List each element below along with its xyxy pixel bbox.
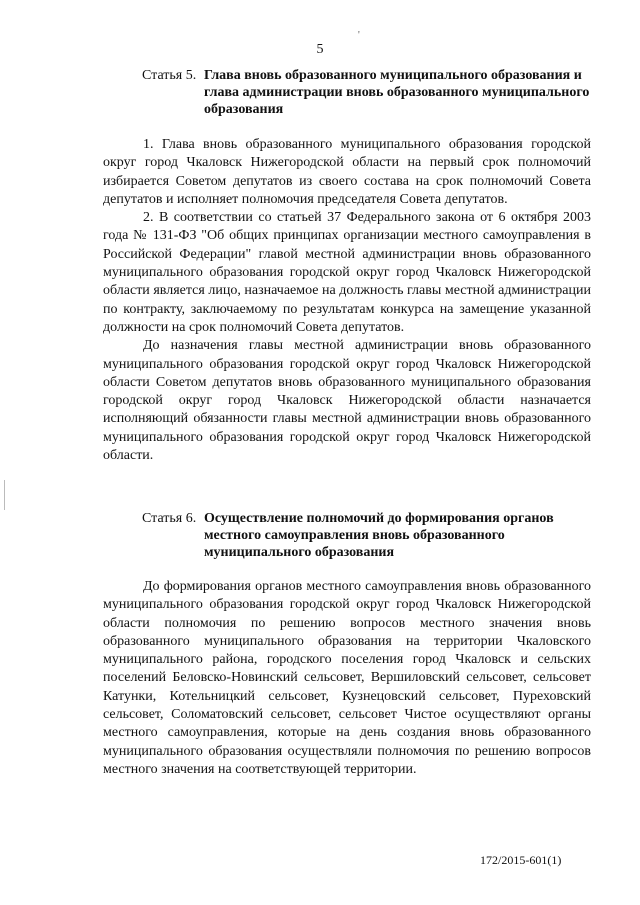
article-6-label: Статья 6. [142, 511, 197, 526]
article-5-body [103, 136, 591, 465]
article-6-body [103, 578, 591, 779]
article-6-title: Осуществление полномочий до формирования органов местного самоуправления вновь образованного муниципального образования [204, 511, 554, 560]
article-5-paragraph-1: 1. Глава вновь образованного муниципального образования городской округ город Чкаловск Нижегородской области на первый срок полномочий избирается Советом депутатов из своего состава на срок полномочий Совета депутатов и исполняет полномочия председателя Совета депутатов. [103, 137, 591, 207]
article-5-title: Глава вновь образованного муниципального образования и глава администрации вновь образованного муниципального образования [204, 68, 590, 117]
scan-edge-mark [4, 480, 5, 510]
article-6-paragraph-1: До формирования органов местного самоуправления вновь образованного муниципального образования городской округ город Чкаловск Нижегородской области полномочия по решению вопросов местного значения вновь образованного муниципального образования на территории Чкаловского муниципального района, городского поселения город Чкаловск и сельских поселений Беловско-Новинский сельсовет, Вершиловский сельсовет, сельсовет Катунки, Котельницкий сельсовет, Кузнецовский сельсовет, Пуреховский сельсовет, Соломатовский сельсовет, сельсовет Чистое осуществляют органы местного самоуправления, которые на день создания вновь образованного муниципального образования осуществляли полномочия по решению вопросов местного значения на соответствующей территории. [103, 579, 591, 777]
document-code: 172/2015-601(1) [480, 853, 562, 867]
article-5-paragraph-3: До назначения главы местной администрации вновь образованного муниципального образования городской округ город Чкаловск Нижегородской области Советом депутатов вновь образованного муниципального образования городской округ город Чкаловск Нижегородской области назначается исполняющий обязанности главы местной администрации вновь образованного муниципального образования городской округ город Чкаловск Нижегородской области. [103, 338, 591, 464]
article-5-label: Статья 5. [142, 68, 197, 83]
page-number: 5 [316, 42, 324, 57]
article-5-paragraph-2: 2. В соответствии со статьей 37 Федерального закона от 6 октября 2003 года № 131-ФЗ "Об общих принципах организации местного самоуправления в Российской Федерации" главой местной администрации вновь образованного муниципального образования городской округ город Чкаловск Нижегородской области является лицо, назначаемое на должность главы местной администрации по контракту, заключаемому по результатам конкурса на замещение указанной должности на срок полномочий Совета депутатов. [103, 210, 591, 335]
corner-mark: ' [358, 30, 360, 41]
